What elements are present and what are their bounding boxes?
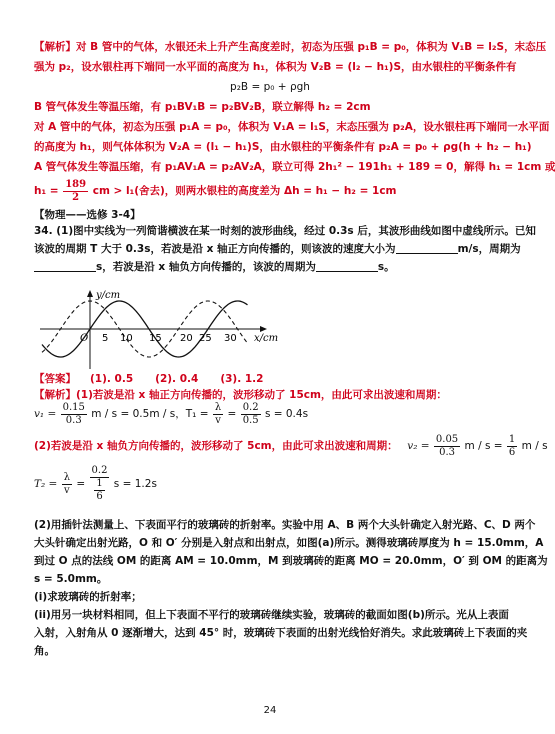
- fraction-numerator: 0.2: [242, 401, 259, 413]
- equation-t2: [34, 464, 506, 504]
- x-axis-label: x/cm: [254, 333, 279, 344]
- question-2-line-8: 角。: [34, 645, 55, 657]
- prev-analysis-line-7: A 管气体发生等温压缩，有 p₁AV₁A = p₂AV₂A，联立可得 2h₁² − 191h₁ + 189 = 0，解得 h₁ = 1cm 或: [34, 161, 555, 173]
- answer-line: [34, 372, 506, 386]
- question-2-line-6: (ii)用另一块材料相同，但上下表面不平行的玻璃砖继续实验，玻璃砖的截面如图(b)所示。光从上表面: [34, 609, 509, 621]
- fraction-numerator: λ: [214, 401, 222, 413]
- prev-analysis-line-4: B 管气体发生等温压缩，有 p₁BV₁B = p₂BV₂B，联立解得 h₂ = 2cm: [34, 101, 371, 113]
- answer-tag: 【答案】: [34, 373, 76, 385]
- y-axis-label: y/cm: [96, 290, 121, 301]
- x-axis-arrow-icon: [260, 326, 267, 332]
- v2-symbol: v₂ =: [407, 440, 430, 452]
- fraction-denominator: 0.3: [439, 446, 455, 458]
- fraction: [62, 472, 72, 497]
- equation-text: m / s = 0.5m / s，T₁ =: [91, 408, 209, 420]
- equation-v2: [407, 433, 548, 458]
- question-2-line-4: s = 5.0mm。: [34, 573, 108, 585]
- fraction-189-2: [63, 179, 88, 204]
- x-tick-label: 25: [199, 333, 212, 344]
- fraction-denominator: v: [215, 414, 221, 426]
- prev-analysis-line-5: 对 A 管中的气体，初态为压强 p₁A = p₀，体积为 V₁A = l₁S，末态压强为 p₂A，设水银柱再下端同一水平面: [34, 121, 550, 133]
- question-2-line-3: 到过 O 点的法线 OM 的距离 AM = 10.0mm，M 到玻璃砖的距离 MO = 20.0mm，O′ 到 OM 的距离为: [34, 555, 548, 567]
- prev-analysis-line-8: [34, 178, 506, 204]
- fraction-denominator: 0.5: [242, 414, 259, 426]
- fraction: [434, 434, 460, 459]
- x-tick-label: 15: [149, 333, 162, 344]
- fraction-denominator: 6: [96, 491, 103, 502]
- fraction: [213, 402, 223, 427]
- page-number: 24: [263, 705, 277, 716]
- fraction-denominator: 6: [508, 446, 516, 458]
- question-34-text-3a: s，若波是沿 x 轴负方向传播的，该波的周期为: [96, 261, 316, 273]
- equals-sign: =: [76, 478, 86, 490]
- prev-analysis-equation: p₂B = p₀ + ρgh: [230, 81, 310, 93]
- answer-1: (1). 0.5: [90, 373, 134, 385]
- answer-blank-3: [316, 260, 378, 272]
- fraction-denominator: 2: [72, 191, 80, 203]
- fraction: [241, 402, 261, 427]
- fraction-denominator: [90, 478, 110, 503]
- question-34-text-2b: m/s，周期为: [457, 243, 521, 255]
- fraction-numerator: 0.15: [62, 401, 85, 413]
- equation-result: m / s: [521, 440, 548, 452]
- question-34-text-2a: 该波的周期 T 大于 0.3s，若波是沿 x 轴正方向传播的，则该波的速度大小为: [34, 243, 396, 255]
- question-2-line-5: (i)求玻璃砖的折射率；: [34, 591, 142, 603]
- fraction-denominator: 0.3: [65, 414, 82, 426]
- analysis-part-2: (2)若波是沿 x 轴负方向传播的，波形移动了 5cm，由此可求出波速和周期：: [34, 440, 398, 452]
- prev-analysis-text-1: 对 B 管中的气体，水银还未上升产生高度差时，初态为压强 p₁B = p₀，体积为 V₁B = l₂S，末态压: [76, 41, 547, 53]
- fraction-denominator: v: [64, 484, 70, 496]
- prev-analysis-line-2: 强为 p₂，设水银柱再下端同一水平面的高度为 h₁，体积为 V₂B = (l₂ − h₁)S，由水银柱的平衡条件有: [34, 61, 517, 73]
- analysis-tag: 【解析】: [34, 389, 76, 401]
- question-2-line-2: 大头针确定出射光路，O 和 O′ 分别是入射点和出射点，如图(a)所示。测得玻璃砖厚度为 h = 15.0mm，A: [34, 537, 544, 549]
- prev-analysis-line-6: 的高度为 h₁，则气体体积为 V₂A = (l₁ − h₁)S，由水银柱的平衡条件有 p₂A = p₀ + ρg(h + h₂ − h₁): [34, 141, 532, 153]
- compound-fraction: [90, 465, 110, 503]
- analysis-tag: 【解析】: [34, 41, 76, 53]
- fraction-numerator: 0.05: [435, 433, 459, 445]
- answer-blank-2: [34, 260, 96, 272]
- question-34-line-1: 34. (1)图中实线为一列简谐横波在某一时刻的波形曲线，经过 0.3s 后，其波形曲线如图中虚线所示。已知: [34, 225, 536, 237]
- prev-analysis-conclusion: cm > l₁(舍去)，则两水银柱的高度差为 Δh = h₁ − h₂ = 1cm: [92, 185, 397, 197]
- section-heading: 【物理——选修 3-4】: [34, 209, 141, 221]
- origin-label: O: [80, 333, 89, 344]
- equation-result: s = 0.4s: [264, 408, 309, 420]
- y-axis-arrow-icon: [87, 290, 93, 297]
- inner-fraction: [94, 478, 104, 503]
- analysis-line-2: [34, 432, 548, 460]
- answer-blank-1: [396, 242, 458, 254]
- question-34-line-2: [34, 242, 521, 256]
- v1-symbol: v₁ =: [34, 408, 57, 420]
- equation-text: m / s =: [464, 440, 503, 452]
- fraction: [61, 402, 87, 427]
- fraction-numerator: 1: [508, 433, 516, 445]
- equation-v1-t1: [34, 400, 506, 428]
- h1-symbol: h₁ =: [34, 185, 59, 197]
- question-34-line-3: [34, 260, 506, 274]
- equation-result: s = 1.2s: [113, 478, 157, 490]
- analysis-part-1: (1)若波是沿 x 轴正方向传播的，波形移动了 15cm，由此可求出波速和周期：: [76, 389, 447, 401]
- prev-analysis-line-1: [34, 40, 547, 54]
- x-tick-label: 20: [180, 333, 193, 344]
- fraction-numerator: λ: [63, 471, 71, 483]
- question-2-line-1: (2)用插针法测量上、下表面平行的玻璃砖的折射率。实验中用 A、B 两个大头针确定入射光路、C、D 两个: [34, 519, 536, 531]
- answer-3: (3). 1.2: [220, 373, 264, 385]
- question-2-line-7: 入射，入射角从 0 逐渐增大，达到 45° 时，玻璃砖下表面的出射光线恰好消失。求此玻璃砖上下表面的夹: [34, 627, 528, 639]
- question-34-text-3b: s。: [377, 261, 395, 273]
- answer-2: (2). 0.4: [155, 373, 199, 385]
- fraction-numerator: 189: [65, 178, 87, 190]
- x-tick-label: 5: [102, 333, 109, 344]
- x-tick-label: 10: [120, 333, 133, 344]
- t2-symbol: T₂ =: [34, 478, 58, 490]
- fraction-numerator: 0.2: [91, 465, 108, 476]
- fraction: [507, 434, 517, 459]
- fraction-numerator: 1: [96, 478, 103, 489]
- wave-figure: [36, 289, 286, 371]
- equals-sign: =: [227, 408, 237, 420]
- x-tick-label: 30: [224, 333, 237, 344]
